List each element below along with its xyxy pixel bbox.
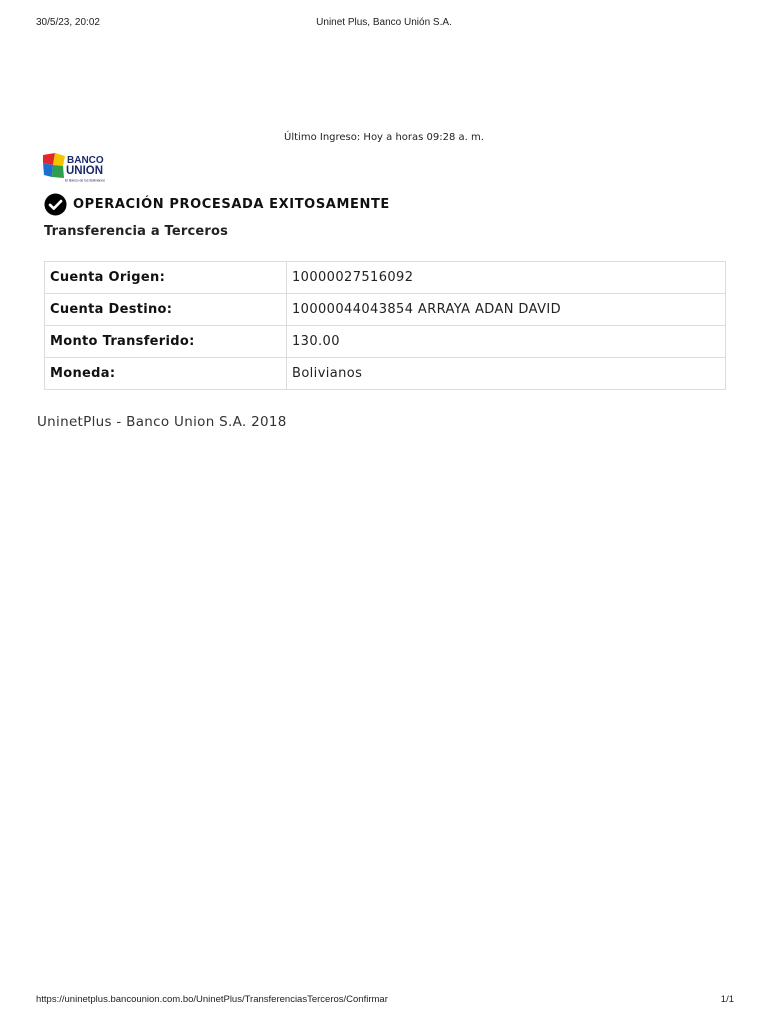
- print-page-count: 1/1: [720, 994, 734, 1005]
- banco-union-logo: [43, 153, 115, 183]
- print-url: https://uninetplus.bancounion.com.bo/UninetPlus/TransferenciasTerceros/Confirmar: [36, 994, 388, 1005]
- detail-value: 130.00: [287, 326, 726, 358]
- detail-value: 10000044043854 ARRAYA ADAN DAVID: [287, 294, 726, 326]
- print-footer: [0, 994, 768, 1008]
- transfer-details-table: [44, 261, 726, 390]
- logo-tagline: El Banco de los Bolivianos: [65, 178, 105, 183]
- table-row: [45, 326, 726, 358]
- copyright-text: UninetPlus - Banco Union S.A. 2018: [37, 414, 287, 430]
- logo-line2: UNION: [66, 165, 104, 177]
- detail-label: Cuenta Destino:: [45, 294, 287, 326]
- print-header: [0, 17, 768, 31]
- check-circle-icon: [44, 193, 67, 216]
- logo-line1: BANCO: [67, 155, 104, 166]
- success-banner: [44, 192, 390, 216]
- banco-union-logo-graphic: [43, 153, 115, 183]
- detail-label: Moneda:: [45, 358, 287, 390]
- last-login-text: Último Ingreso: Hoy a horas 09:28 a. m.: [284, 132, 484, 143]
- print-page-title: Uninet Plus, Banco Unión S.A.: [316, 17, 452, 28]
- detail-label: Monto Transferido:: [45, 326, 287, 358]
- print-datetime: 30/5/23, 20:02: [36, 17, 100, 28]
- table-row: [45, 358, 726, 390]
- success-message: OPERACIÓN PROCESADA EXITOSAMENTE: [73, 196, 390, 212]
- detail-label: Cuenta Origen:: [45, 262, 287, 294]
- table-row: [45, 294, 726, 326]
- detail-value: 10000027516092: [287, 262, 726, 294]
- operation-title: Transferencia a Terceros: [44, 224, 229, 239]
- table-row: [45, 262, 726, 294]
- detail-value: Bolivianos: [287, 358, 726, 390]
